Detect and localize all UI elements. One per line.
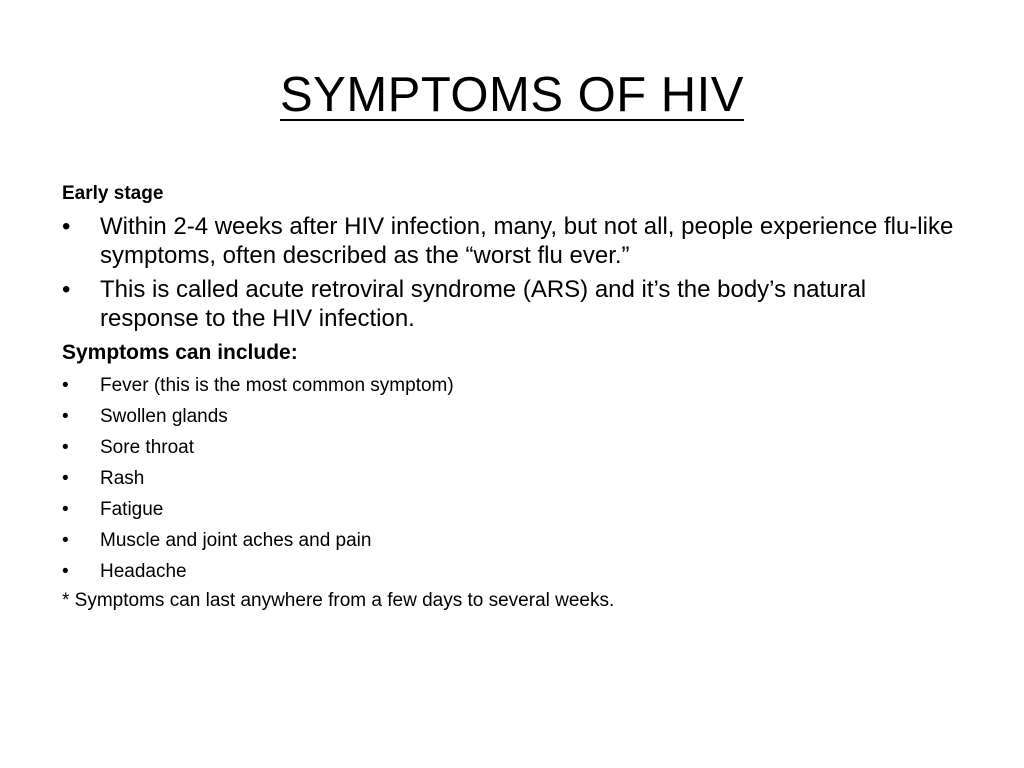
symptom-item-text: Fatigue [100,499,164,520]
bullet-icon: • [62,213,71,240]
symptoms-heading: Symptoms can include: [62,341,298,364]
bullet-icon: • [62,276,71,303]
bullet-icon: • [62,530,69,551]
slide-title-text: SYMPTOMS OF HIV [280,68,744,122]
bullet-icon: • [62,437,69,458]
early-stage-item-text: This is called acute retroviral syndrome (ARS) and it’s the body’s natural response to the HIV infection. [100,276,867,332]
symptom-item [62,525,962,556]
early-stage-item [62,212,962,270]
symptom-item [62,556,962,587]
symptom-item [62,401,962,432]
footnote: * Symptoms can last anywhere from a few days to several weeks. [62,590,615,611]
symptom-item-text: Sore throat [100,437,194,458]
symptom-item-text: Swollen glands [100,406,228,427]
symptom-item-text: Muscle and joint aches and pain [100,530,372,551]
bullet-icon: • [62,406,69,427]
symptom-item-text: Fever (this is the most common symptom) [100,375,454,396]
early-stage-heading: Early stage [62,183,164,204]
symptom-item [62,463,962,494]
symptom-item [62,432,962,463]
bullet-icon: • [62,561,69,582]
symptom-item [62,494,962,525]
bullet-icon: • [62,375,69,396]
symptom-item [62,370,962,401]
slide-title [0,62,1024,128]
early-stage-list [62,212,962,333]
symptom-item-text: Rash [100,468,145,489]
early-stage-item [62,275,962,333]
symptoms-list [62,370,962,587]
slide-content [62,180,962,615]
early-stage-item-text: Within 2-4 weeks after HIV infection, many, but not all, people experience flu-like symptoms, often described as the “worst flu ever.” [100,213,954,269]
symptom-item-text: Headache [100,561,187,582]
bullet-icon: • [62,468,69,489]
bullet-icon: • [62,499,69,520]
